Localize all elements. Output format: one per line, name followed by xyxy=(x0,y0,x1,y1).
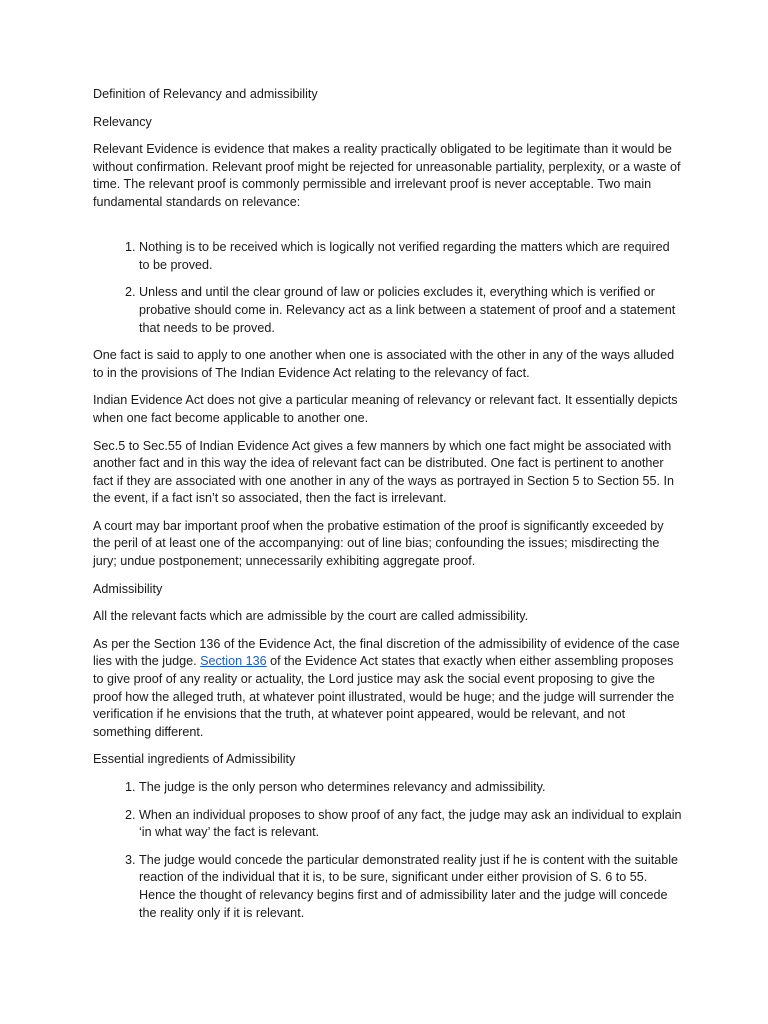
list-item xyxy=(139,807,683,842)
list-item xyxy=(139,222,683,275)
section-136-text-before: As per the Section 136 of the Evidence Act, the final discretion of the admissibility of evidence of the case lies with the judge. xyxy=(93,636,680,669)
one-fact-paragraph: One fact is said to apply to one another when one is associated with the other in any of the ways alluded to in the provisions of The Indian Evidence Act relating to the relevancy of fact. xyxy=(93,348,675,380)
list-item-text: When an individual proposes to show proof of any fact, the judge may ask an individual to explain ‘in what way’ the fact is relevant. xyxy=(139,807,682,840)
list-item xyxy=(139,284,683,337)
list-item-text: The judge would concede the particular demonstrated reality just if he is content with the suitable reaction of the individual that it is, to be sure, significant under either provision of S. 6 to 55. Hence the thought of relevancy begins first and of admissibility later and the judge will concede the reality only if it is relevant. xyxy=(139,852,679,920)
court-paragraph: A court may bar important proof when the probative estimation of the proof is significantly exceeded by the peril of at least one of the accompanying: out of line bias; confounding the issues; misdirecting the jury; undue postponement; unnecessarily exhibiting aggregate proof. xyxy=(93,518,664,569)
section-136-link[interactable]: Section 136 xyxy=(200,654,267,669)
admissibility-heading: Admissibility xyxy=(93,581,163,596)
section-136-text-after: of the Evidence Act states that exactly when either assembling proposes to give proof of any reality or actuality, the Lord justice may ask the social event proposing to give the proof how the alleged truth, at whatever point illustrated, would be huge; and the judge will surrender the verification if he envisions that the truth, at whatever point appeared, would be relevant, and not something different. xyxy=(93,654,675,739)
relevancy-heading: Relevancy xyxy=(93,114,152,129)
list-item-text: Nothing is to be received which is logically not verified regarding the matters which are required to be proved. xyxy=(139,240,670,272)
relevancy-intro-paragraph: Relevant Evidence is evidence that makes a reality practically obligated to be legitimate than it would be without confirmation. Relevant proof might be rejected for unreasonable partiality, perplexity, or a waste of time. The relevant proof is commonly permissible and irrelevant proof is never acceptable. Two main fundamental standards on relevance: xyxy=(93,142,681,209)
document-page xyxy=(93,86,683,932)
admissibility-definition-paragraph: All the relevant facts which are admissible by the court are called admissibility. xyxy=(93,609,529,624)
document-title: Definition of Relevancy and admissibility xyxy=(93,87,318,101)
sec5-paragraph: Sec.5 to Sec.55 of Indian Evidence Act gives a few manners by which one fact might be associated with another fact and in this way the idea of relevant fact can be distributed. One fact is pertinent to another fact if they are associated with one another in any of the ways as portrayed in Section 5 to Section 55. In the event, if a fact isn’t so associated, then the fact is irrelevant. xyxy=(93,438,675,506)
fundamental-standards-list xyxy=(93,222,683,338)
list-item-text: Unless and until the clear ground of law or policies excludes it, everything which is verified or probative should come in. Relevancy act as a link between a statement of proof and a statement that needs to be proved. xyxy=(139,285,676,335)
ingredients-list xyxy=(93,779,683,922)
list-item xyxy=(139,779,683,797)
indian-act-paragraph: Indian Evidence Act does not give a particular meaning of relevancy or relevant fact. It essentially depicts when one fact become applicable to another one. xyxy=(93,393,678,425)
list-item-text: The judge is the only person who determines relevancy and admissibility. xyxy=(139,780,546,794)
ingredients-heading: Essential ingredients of Admissibility xyxy=(93,752,296,767)
list-item xyxy=(139,852,683,922)
section-136-paragraph xyxy=(93,636,683,742)
